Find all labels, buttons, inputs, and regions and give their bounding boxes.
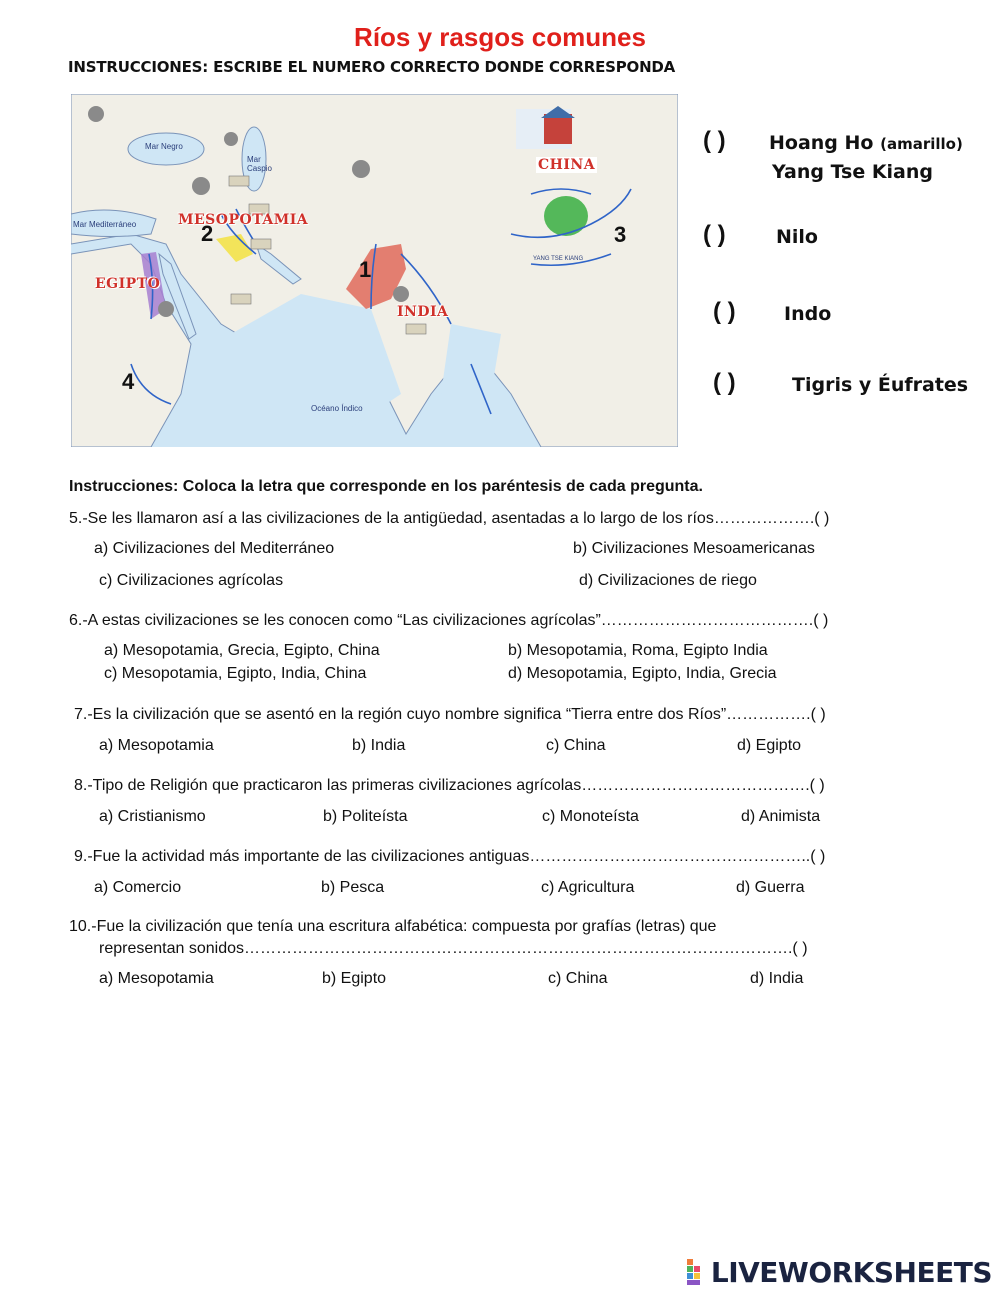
answer-blank-hoang-ho[interactable]: ( ): [703, 127, 726, 154]
answer-label-nilo: Nilo: [776, 226, 818, 248]
q9-option-d: d) Guerra: [736, 879, 805, 896]
page-title: Ríos y rasgos comunes: [354, 22, 646, 52]
q7-option-d: d) Egipto: [737, 737, 802, 754]
answer-blank-tigris[interactable]: ( ): [713, 369, 736, 396]
q6-option-d: d) Mesopotamia, Egipto, India, Grecia: [508, 665, 777, 682]
region-egipto: EGIPTO: [95, 276, 161, 292]
question-6: 6.-A estas civilizaciones se les conocen como “Las civilizaciones agrícolas”………………………………….( ): [69, 612, 829, 629]
china-region: [544, 196, 588, 236]
question-10-line2: representan sonidos………………………………………………………………………………………….( ): [99, 940, 808, 957]
answer-label-hoang-ho: [769, 132, 963, 154]
q10-option-d: d) India: [750, 970, 804, 987]
map-number-1: 1: [359, 257, 372, 282]
map-number-3: 3: [614, 222, 627, 247]
map-number-2: 2: [201, 221, 214, 246]
q8-option-b: b) Politeísta: [323, 808, 408, 825]
q5-option-a: a) Civilizaciones del Mediterráneo: [94, 540, 335, 557]
bay-of-bengal: [441, 324, 501, 394]
q8-option-d: d) Animista: [741, 808, 821, 825]
question-5: 5.-Se les llamaron así a las civilizaciones de la antigüedad, asentadas a lo largo de los ríos……………….( ): [69, 510, 830, 527]
liveworksheets-logo: [687, 1256, 992, 1289]
label-oceano-indico: Océano Índico: [311, 404, 363, 413]
answer-label-indo: Indo: [784, 303, 832, 325]
logo-text: LIVEWORKSHEETS: [710, 1256, 992, 1289]
question-10: 10.-Fue la civilización que tenía una escritura alfabética: compuesta por grafías (letras) que: [69, 918, 717, 935]
answer-blank-indo[interactable]: ( ): [713, 298, 736, 325]
label-mar-mediterraneo: Mar Mediterráneo: [73, 220, 137, 229]
q7-option-a: a) Mesopotamia: [99, 737, 214, 754]
q8-option-c: c) Monoteísta: [542, 808, 639, 825]
question-9: 9.-Fue la actividad más importante de las civilizaciones antiguas……………………………………………..( ): [74, 848, 826, 865]
answer-blank-nilo[interactable]: ( ): [703, 221, 726, 248]
q9-option-b: b) Pesca: [321, 879, 385, 896]
map-number-4: 4: [122, 369, 135, 394]
q9-option-c: c) Agricultura: [541, 879, 635, 896]
question-7: 7.-Es la civilización que se asentó en la región cuyo nombre significa “Tierra entre dos Ríos”…………….( ): [74, 706, 826, 723]
q5-option-b: b) Civilizaciones Mesoamericanas: [573, 540, 815, 557]
instructions-heading: INSTRUCCIONES: ESCRIBE EL NUMERO CORRECTO DONDE CORRESPONDA: [68, 58, 676, 76]
q7-option-c: c) China: [546, 737, 606, 754]
answer-label-yang-tse: Yang Tse Kiang: [772, 161, 934, 183]
hoang-ho-note: (amarillo): [880, 135, 963, 153]
region-mesopotamia: MESOPOTAMIA: [178, 212, 309, 228]
ancient-civilizations-map: [71, 94, 678, 447]
q10-option-b: b) Egipto: [322, 970, 387, 987]
region-china: CHINA: [538, 157, 596, 173]
questions-instructions: Instrucciones: Coloca la letra que corresponde en los paréntesis de cada pregunta.: [69, 478, 703, 495]
q8-option-a: a) Cristianismo: [99, 808, 206, 825]
q6-option-b: b) Mesopotamia, Roma, Egipto India: [508, 642, 768, 659]
label-yang-tse: YANG TSE KIANG: [533, 256, 584, 262]
label-mar-caspio: Mar Caspio: [247, 155, 272, 173]
q5-option-d: d) Civilizaciones de riego: [579, 572, 757, 589]
q10-option-a: a) Mesopotamia: [99, 970, 214, 987]
question-8: 8.-Tipo de Religión que practicaron las primeras civilizaciones agrícolas…………………………………….( ): [74, 777, 825, 794]
label-mar-negro: Mar Negro: [145, 142, 183, 151]
q5-option-c: c) Civilizaciones agrícolas: [99, 572, 284, 589]
q6-option-c: c) Mesopotamia, Egipto, India, China: [104, 665, 367, 682]
pagoda-icon: [544, 114, 572, 144]
hoang-ho-label: Hoang Ho: [769, 132, 874, 154]
q10-option-c: c) China: [548, 970, 608, 987]
q6-option-a: a) Mesopotamia, Grecia, Egipto, China: [104, 642, 380, 659]
answer-label-tigris: Tigris y Éufrates: [792, 374, 969, 396]
region-india: INDIA: [397, 304, 449, 320]
q9-option-a: a) Comercio: [94, 879, 182, 896]
q7-option-b: b) India: [352, 737, 406, 754]
liveworksheets-icon: [687, 1259, 709, 1285]
